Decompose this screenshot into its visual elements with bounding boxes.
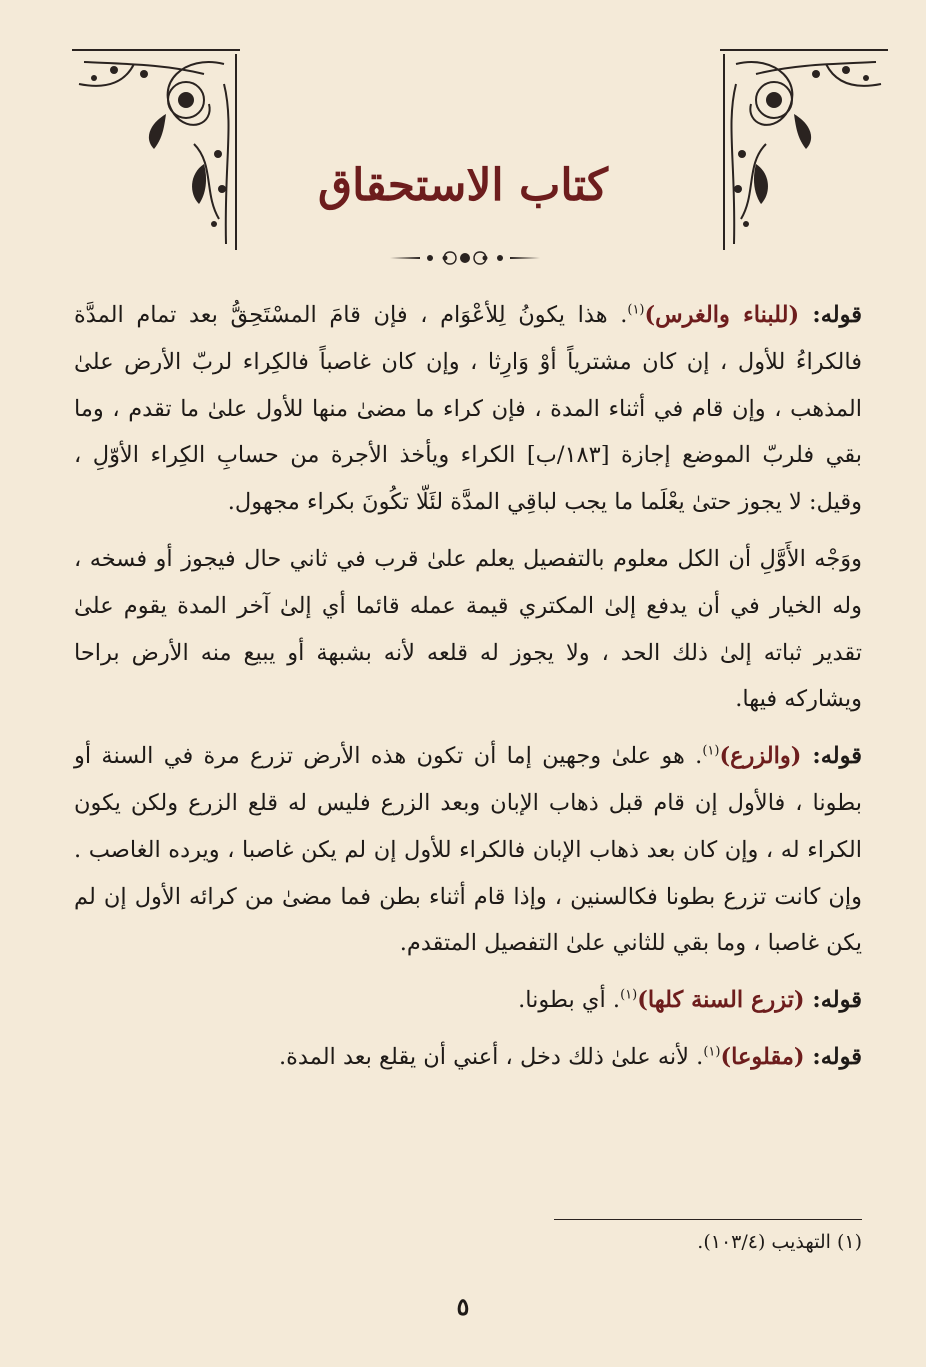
quoted-term: (تزرع السنة كلها): [637, 987, 805, 1014]
footnote-separator: [554, 1219, 862, 1220]
paragraph-label: قوله:: [799, 302, 862, 328]
paragraph: [74, 733, 862, 967]
paragraph: [74, 1034, 862, 1081]
quoted-term: (مقلوعا): [720, 1043, 805, 1070]
paragraph-text: . هذا يكونُ لِلأعْوَام ، فإن قامَ المسْتَحِقُّ بعد تمام المدَّة فالكراءُ للأول ، إن كان مشترياً أوْ وَارِثا ، وإن كان غاصباً فالكِراء لربّ الأرض علىٰ المذهب ، وإن قام في أثناء المدة ، فإن كراء ما مضىٰ منها للأول علىٰ ما تقدم ، وما بقي فلربّ الموضع إجازة [١٨٣/ب] الكراء ويأخذ الأجرة من حسابِ الكِراء الأوّلِ ، وقيل: لا يجوز حتىٰ يعْلَما ما يجب لباقِي المدَّة لئَلّا تكُونَ بكراء مجهول.: [74, 302, 863, 516]
paragraph: [74, 292, 862, 526]
paragraph-text: . هو علىٰ وجهين إما أن تكون هذه الأرض تزرع مرة في السنة أو بطونا ، فالأول إن قام قبل ذهاب الإبان وبعد الزرع فليس له قلع الزرع ولكن يكون الكراء له ، وإن كان بعد ذهاب الإبان فالكراء للأول إن لم يكن غاصبا ، ويرده الغاصب . وإن كانت تزرع بطونا فكالسنين ، وإذا قام أثناء بطن فما مضىٰ من كرائه الأول إن لم يكن غاصبا ، وما بقي للثاني علىٰ التفصيل المتقدم.: [74, 743, 862, 957]
paragraph-text: . أي بطونا.: [518, 987, 621, 1014]
footnote-ref: (١): [627, 302, 645, 318]
corner-ornament-left: [68, 44, 244, 254]
paragraph-label: قوله:: [804, 1043, 862, 1070]
paragraph-label: قوله:: [804, 987, 862, 1014]
footnote-ref: (١): [703, 1044, 721, 1060]
quoted-term: (والزرع): [719, 743, 802, 770]
page-number: ٥: [456, 1292, 470, 1321]
main-text: [74, 292, 862, 1091]
paragraph-text: . لأنه علىٰ ذلك دخل ، أعني أن يقلع بعد المدة.: [278, 1043, 704, 1070]
footnote-ref: (١): [702, 743, 720, 759]
quoted-term: (للبناء والغرس): [644, 302, 800, 328]
footnote-ref: (١): [620, 987, 638, 1003]
chapter-title: كتاب الاستحقاق: [317, 160, 609, 211]
paragraph: [74, 536, 862, 723]
corner-ornament-right: [716, 44, 892, 254]
paragraph-text: ووَجْه الأَوَّلِ أن الكل معلوم بالتفصيل يعلم علىٰ قرب في ثاني حال فيجوز أو فسخه ، وله الخيار في أن يدفع إلىٰ المكتري قيمة عمله قائما أي إلىٰ آخر المدة يقوم علىٰ تقدير ثباته إلىٰ ذلك الحد ، ولا يجوز له قلعه لأنه بشبهة أو يبيع منه الأرض براحا ويشاركه فيها.: [74, 545, 862, 713]
paragraph-label: قوله:: [801, 743, 863, 770]
title-divider-ornament: [390, 248, 540, 268]
paragraph: [74, 977, 862, 1024]
footnote: (١) التهذيب (١٠٣/٤).: [697, 1231, 862, 1253]
